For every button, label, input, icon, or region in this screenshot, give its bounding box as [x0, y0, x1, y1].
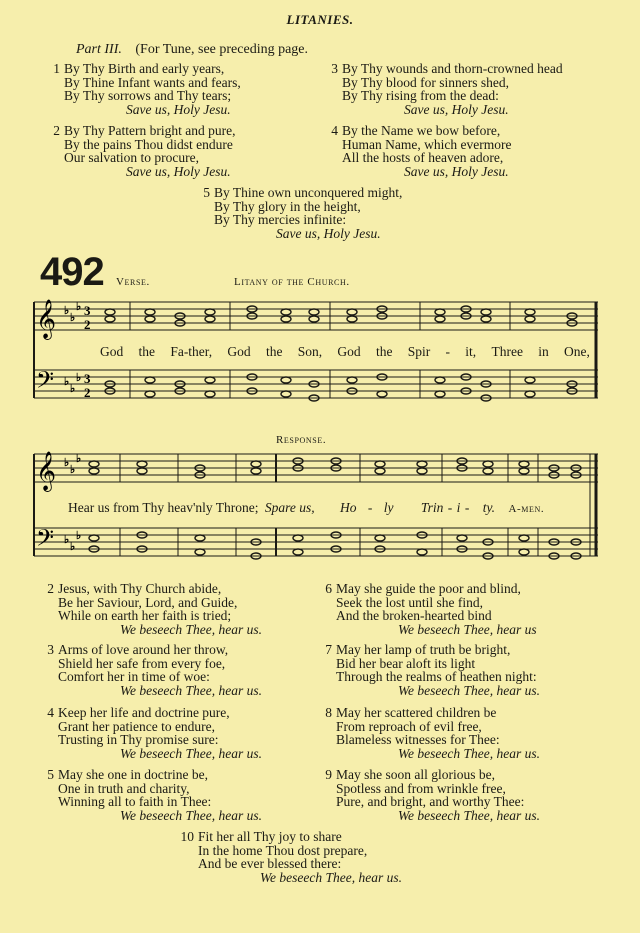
verse-line: Our salvation to procure, [64, 150, 199, 165]
response-lyrics [68, 500, 544, 516]
stanza-7 [318, 643, 540, 697]
stanza-number: 3 [47, 642, 54, 657]
verse-number: 2 [53, 123, 60, 138]
stanza-line: Bid her bear aloft its light [336, 655, 476, 671]
stanza-line: In the home Thou dost prepare, [198, 842, 368, 858]
stanza-8 [318, 706, 540, 760]
stanza-line: May she one in doctrine be, [58, 767, 208, 782]
bass-clef-icon: 𝄢 [36, 526, 55, 557]
stanza-4 [40, 706, 262, 760]
svg-text:♭: ♭ [70, 541, 76, 553]
lyric-syllable: God [337, 344, 361, 359]
verse-number: 1 [53, 61, 60, 76]
stanza-10 [180, 830, 402, 884]
stanza-number: 9 [325, 767, 332, 782]
lyric-syllable: - [516, 503, 522, 515]
svg-text:♭: ♭ [76, 453, 82, 465]
lyric-syllable: Trin [420, 500, 444, 515]
stanza-response: We beseech Thee, hear us. [120, 807, 262, 823]
stanza-number: 6 [325, 581, 332, 596]
lyric-syllable: God [100, 344, 124, 359]
verse-line: By Thy blood for sinners shed, [342, 74, 509, 90]
svg-text:3: 3 [84, 371, 91, 386]
stanza-9 [318, 768, 540, 822]
verse-line: By Thy glory in the height, [214, 198, 361, 214]
hymn-title: Litany of the Church. [234, 276, 350, 288]
lyric-syllable: men. [521, 503, 545, 515]
notes-bass [105, 374, 577, 401]
stanza-line: May her lamp of truth be bright, [336, 642, 511, 657]
stanza-number: 8 [325, 705, 332, 720]
stanza-response: We beseech Thee, hear us. [260, 869, 402, 885]
verse-number: 5 [203, 185, 210, 200]
verse-response: Save us, Holy Jesu. [404, 163, 509, 179]
lyric-syllable: A [508, 503, 517, 515]
verse-number: 3 [331, 61, 338, 76]
stanza-response: We beseech Thee, hear us. [398, 807, 540, 823]
stanza-line: One in truth and charity, [58, 780, 190, 796]
part-label: Part III. [76, 42, 122, 57]
lyric-syllable: Fa-ther, [170, 344, 213, 359]
verse-label: Verse. [116, 276, 150, 288]
part-verse-3 [324, 62, 563, 116]
stanza-response: We beseech Thee, hear us. [120, 621, 262, 637]
stanza-line: May she soon all glorious be, [336, 767, 495, 782]
svg-text:♭: ♭ [64, 376, 70, 388]
lyric-syllable: it, [465, 344, 477, 359]
stanza-response: We beseech Thee, hear us. [120, 745, 262, 761]
svg-text:♭: ♭ [76, 372, 82, 384]
lyric-syllable: - [445, 344, 451, 359]
stanza-line: Jesus, with Thy Church abide, [58, 581, 222, 596]
stanza-line: Shield her safe from every foe, [58, 655, 226, 671]
stanza-response: We beseech Thee, hear us. [398, 682, 540, 698]
verse-response: Save us, Holy Jesu. [126, 163, 231, 179]
lyric-syllable: God [227, 344, 251, 359]
stanza-line: May she guide the poor and blind, [336, 581, 521, 596]
svg-text:♭: ♭ [76, 301, 82, 313]
lyric-syllable: ly [383, 500, 394, 515]
lyric-syllable: - [464, 500, 470, 515]
stanza-line: While on earth her faith is tried; [58, 608, 232, 623]
stanza-line: Spotless and from wrinkle free, [336, 780, 506, 796]
stanza-line: Through the realms of heathen night: [336, 669, 537, 684]
part-verse-4 [324, 124, 511, 178]
treble-clef-icon: 𝄞 [36, 453, 57, 490]
verse-lyrics [100, 344, 590, 360]
lyric-syllable: the [138, 344, 156, 359]
stanza-line: Arms of love around her throw, [58, 642, 229, 657]
stanza-number: 5 [47, 767, 54, 782]
lyric-syllable: Three [491, 344, 523, 359]
stanza-line: Keep her life and doctrine pure, [58, 705, 230, 720]
verse-response: Save us, Holy Jesu. [404, 101, 509, 117]
verse-line: By Thy mercies infinite: [214, 212, 347, 227]
stanza-line: From reproach of evil free, [336, 718, 482, 734]
svg-text:♭: ♭ [76, 530, 82, 542]
stanza-line: And the broken-hearted bind [336, 608, 492, 623]
stanza-number: 7 [325, 642, 332, 657]
verse-number: 4 [331, 123, 338, 138]
stanza-response: We beseech Thee, hear us [398, 621, 537, 637]
verse-line: By Thine own unconquered might, [214, 185, 403, 200]
response-label: Response. [276, 434, 327, 446]
svg-text:3: 3 [84, 303, 91, 318]
stanza-line: Be her Saviour, Lord, and Guide, [58, 594, 238, 610]
notes-bass [89, 532, 581, 559]
verse-line: By Thy Pattern bright and pure, [64, 123, 236, 138]
lyric-syllable: One, [564, 344, 590, 359]
lyric-syllable: Spir [407, 344, 431, 359]
verse-line: By the pains Thou didst endure [64, 136, 233, 152]
part-title [76, 42, 308, 58]
stanza-number: 10 [180, 829, 194, 844]
lyric-syllable: - [447, 500, 453, 515]
lyric-syllable: the [265, 344, 283, 359]
stanza-line: Grant her patience to endure, [58, 718, 216, 734]
svg-text:♭: ♭ [64, 305, 70, 317]
stanza-line: Comfort her in time of woe: [58, 669, 210, 684]
treble-clef-icon: 𝄞 [36, 301, 57, 338]
verse-line: All the hosts of heaven adore, [342, 150, 504, 165]
svg-text:2: 2 [84, 385, 91, 400]
verse-line: By Thy rising from the dead: [342, 88, 499, 103]
lyric-syllable: Son, [297, 344, 323, 359]
stanza-response: We beseech Thee, hear us. [120, 682, 262, 698]
svg-text:♭: ♭ [70, 464, 76, 476]
lyric-syllable: i [456, 500, 461, 515]
stanza-2 [40, 582, 262, 636]
lyric-syllable: ty. [482, 500, 496, 515]
hymn-number: 492 [40, 250, 104, 294]
verse-line: By Thy sorrows and Thy tears; [64, 88, 232, 103]
verse-line: By the Name we bow before, [342, 123, 501, 138]
part-verse-5 [196, 186, 402, 240]
part-verse-1 [46, 62, 241, 116]
svg-text:♭: ♭ [64, 534, 70, 546]
stanza-number: 2 [47, 581, 54, 596]
stanza-line: Blameless witnesses for Thee: [336, 732, 500, 747]
stanza-line: Winning all to faith in Thee: [58, 794, 212, 809]
page-header: LITANIES. [286, 12, 354, 27]
verse-line: By Thy Birth and early years, [64, 61, 225, 76]
tune-note: (For Tune, see preceding page. [135, 42, 309, 57]
stanza-response: We beseech Thee, hear us. [398, 745, 540, 761]
svg-text:♭: ♭ [70, 312, 76, 324]
stanza-line: Trusting in Thy promise sure: [58, 732, 219, 747]
stanza-line: And be ever blessed there: [198, 856, 342, 871]
stanza-number: 4 [47, 705, 54, 720]
stanza-line: Fit her all Thy joy to share [198, 829, 342, 844]
lyric-phrase: Spare us, [264, 500, 315, 515]
part-verse-2 [46, 124, 235, 178]
stanza-line: May her scattered children be [336, 705, 497, 720]
stanza-3 [40, 643, 262, 697]
verse-line: Human Name, which evermore [342, 136, 512, 152]
svg-text:♭: ♭ [64, 457, 70, 469]
lyric-syllable: - [367, 500, 373, 515]
stanza-6 [318, 582, 537, 636]
svg-text:2: 2 [84, 317, 91, 332]
stanza-line: Seek the lost until she find, [336, 594, 483, 610]
lyric-syllable: the [375, 344, 393, 359]
lyric-syllable: in [538, 344, 549, 359]
stanza-line: Pure, and bright, and worthy Thee: [336, 794, 525, 809]
stanza-5 [40, 768, 262, 822]
lyric-syllable: Ho [340, 500, 357, 515]
verse-line: By Thy wounds and thorn-crowned head [342, 61, 563, 76]
bass-clef-icon: 𝄢 [36, 368, 55, 399]
verse-response: Save us, Holy Jesu. [276, 225, 381, 241]
svg-text:♭: ♭ [70, 383, 76, 395]
lyric-phrase: Hear us from Thy heav'nly Throne; [68, 500, 259, 515]
verse-line: By Thine Infant wants and fears, [64, 74, 241, 90]
verse-response: Save us, Holy Jesu. [126, 101, 231, 117]
